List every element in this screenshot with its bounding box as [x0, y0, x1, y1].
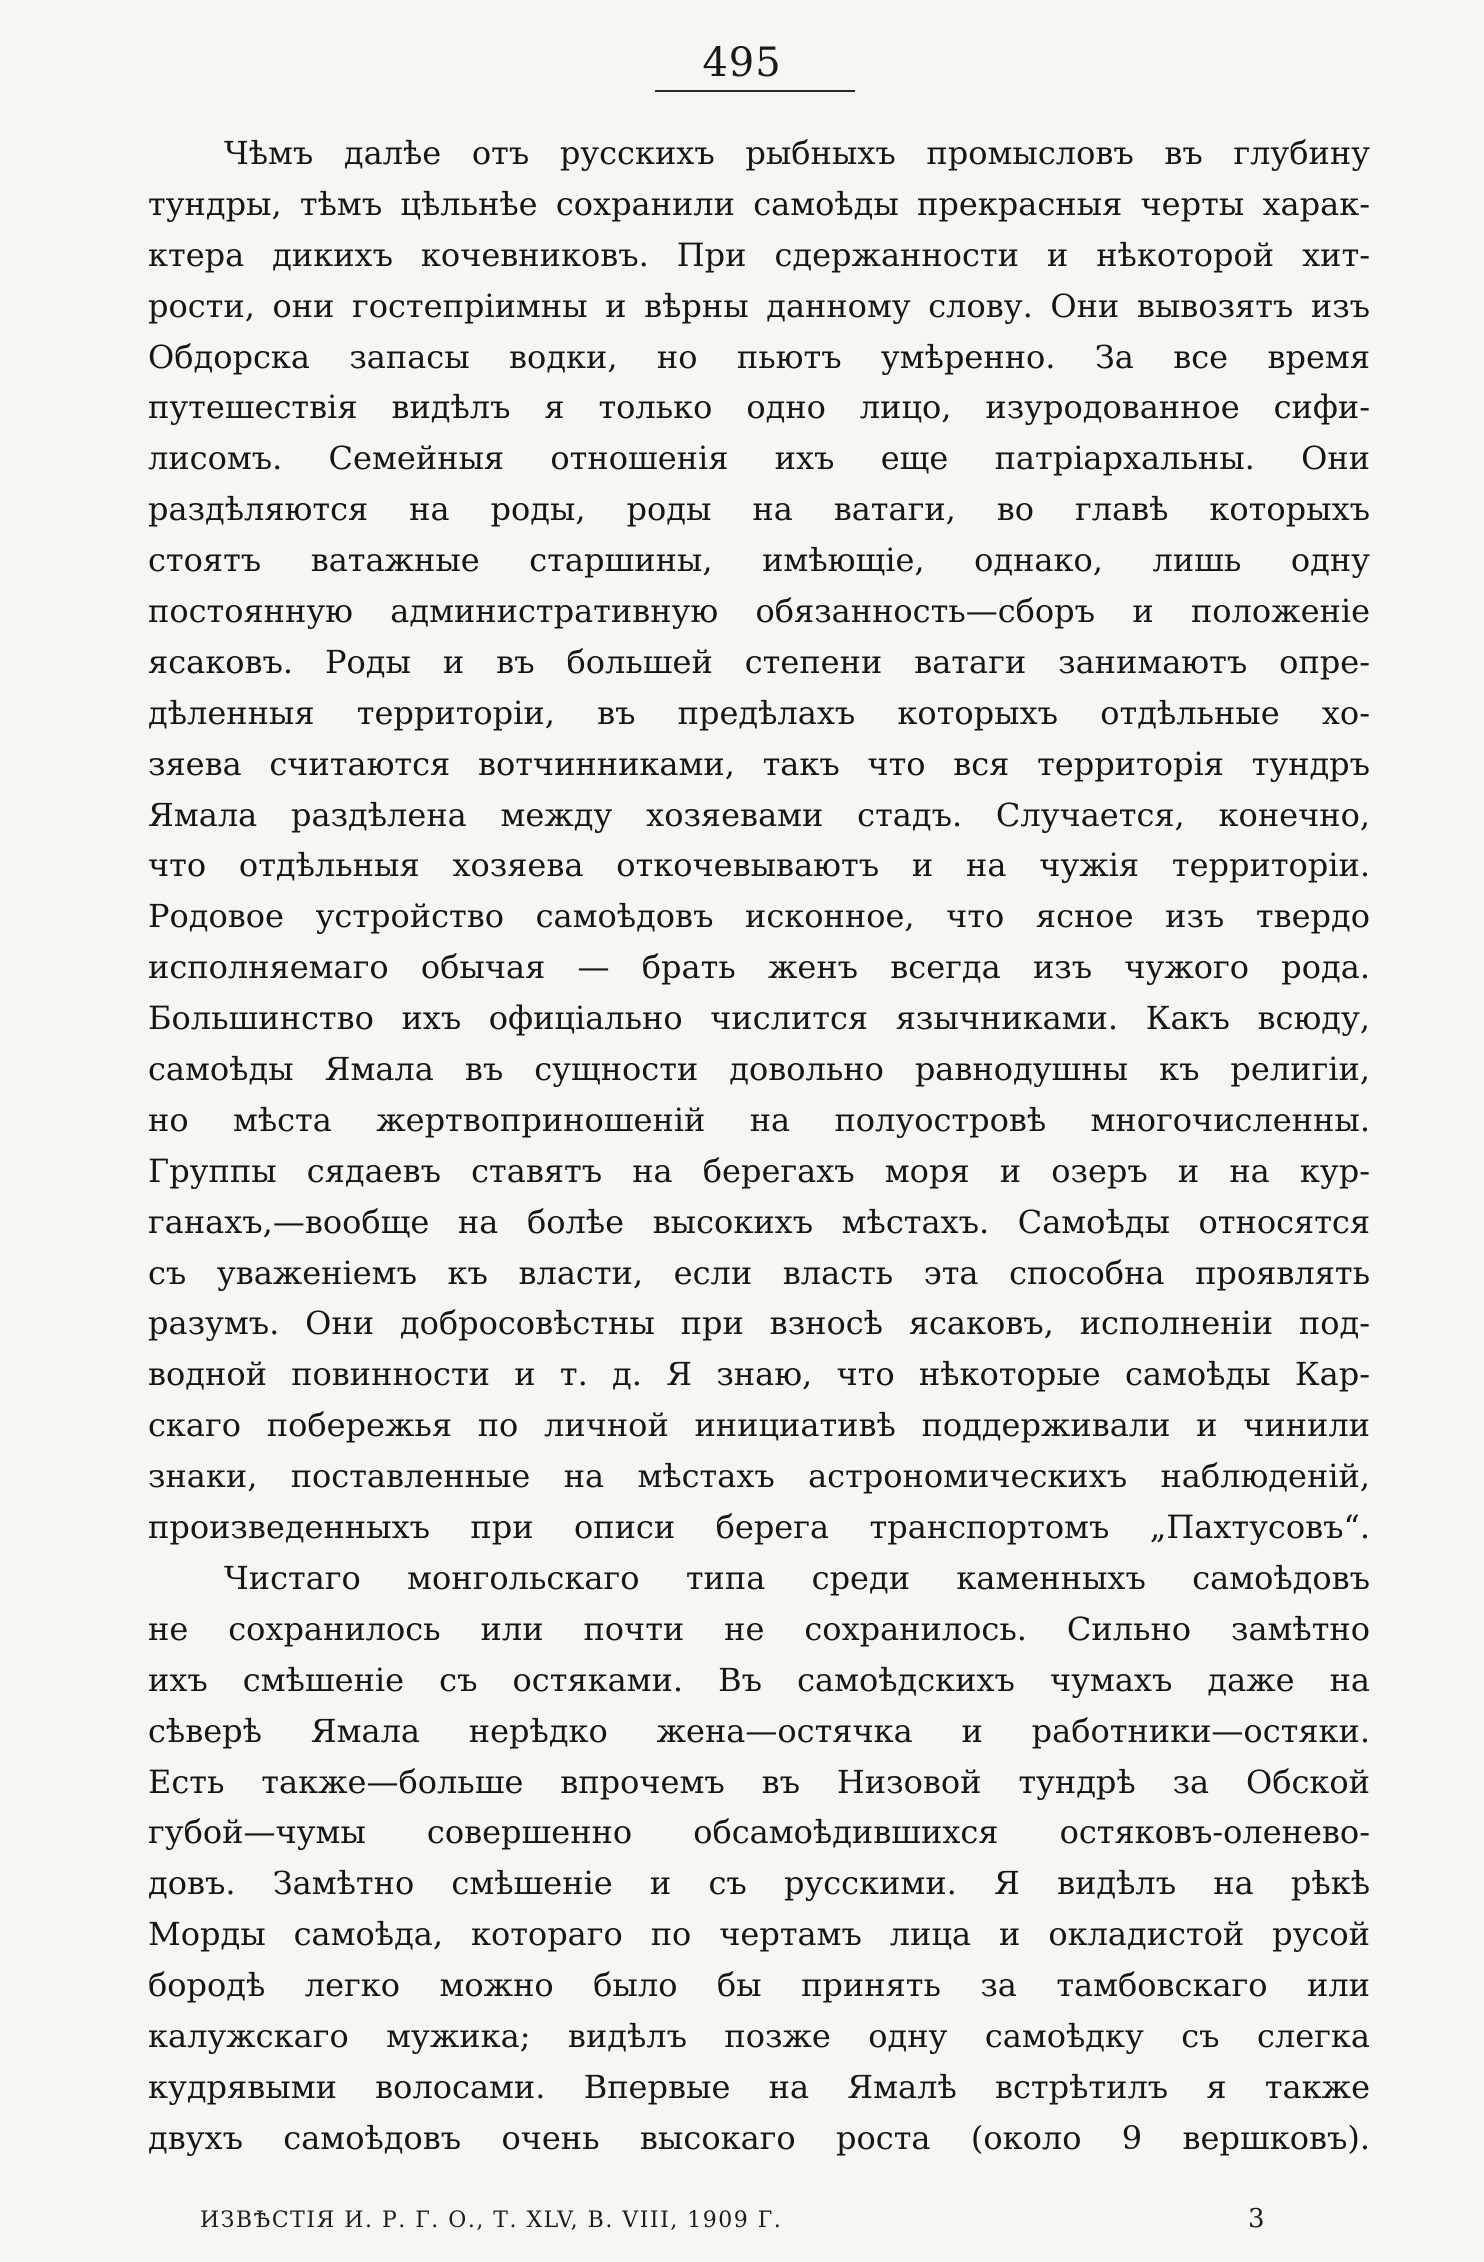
header-rule	[655, 90, 855, 92]
text-line: Есть также—больше впрочемъ въ Низовой тундрѣ за Обской	[148, 1762, 1370, 1801]
text-line: ктера дикихъ кочевниковъ. При сдержанности и нѣкоторой хит-	[148, 235, 1370, 274]
text-line: ганахъ,—вообще на болѣе высокихъ мѣстахъ. Самоѣды относятся	[148, 1202, 1370, 1241]
text-line: что отдѣльныя хозяева откочевываютъ и на чужія территоріи.	[148, 846, 1370, 885]
text-line: сѣверѣ Ямала нерѣдко жена—остячка и работники—остяки.	[148, 1711, 1370, 1750]
paragraph-2	[148, 1553, 1370, 2164]
text-line: съ уваженіемъ къ власти, если власть эта способна проявлять	[148, 1253, 1370, 1292]
body-text	[148, 128, 1370, 2164]
text-line: водной повинности и т. д. Я знаю, что нѣкоторые самоѣды Кар-	[148, 1355, 1370, 1394]
text-line: рости, они гостепріимны и вѣрны данному слову. Они вывозятъ изъ	[148, 286, 1370, 325]
text-line: не сохранилось или почти не сохранилось. Сильно замѣтно	[148, 1609, 1370, 1648]
page-number: 495	[702, 40, 782, 86]
text-line: Группы сядаевъ ставятъ на берегахъ моря и озеръ и на кур-	[148, 1151, 1370, 1190]
text-line: путешествія видѣлъ я только одно лицо, изуродованное сифи-	[148, 388, 1370, 427]
text-line: исполняемаго обычая — брать женъ всегда изъ чужого рода.	[148, 948, 1370, 987]
text-line: Морды самоѣда, котораго по чертамъ лица и окладистой русой	[148, 1915, 1370, 1954]
text-line: скаго побережья по личной инициативѣ поддерживали и чинили	[148, 1406, 1370, 1445]
text-line: разумъ. Они добросовѣстны при взносѣ ясаковъ, исполненіи под-	[148, 1304, 1370, 1343]
text-line: тундры, тѣмъ цѣльнѣе сохранили самоѣды прекрасныя черты харак-	[148, 184, 1370, 223]
text-line: губой—чумы совершенно обсамоѣдившихся остяковъ-оленево-	[148, 1813, 1370, 1852]
text-line: дѣленныя территоріи, въ предѣлахъ которыхъ отдѣльные хо-	[148, 693, 1370, 732]
text-line: произведенныхъ при описи берега транспортомъ „Пахтусовъ“.	[148, 1508, 1370, 1547]
text-line: зяева считаются вотчинниками, такъ что вся территорія тундръ	[148, 744, 1370, 783]
text-line: но мѣста жертвоприношеній на полуостровѣ многочисленны.	[148, 1100, 1370, 1139]
text-line: бородѣ легко можно было бы принять за тамбовскаго или	[148, 1966, 1370, 2005]
text-line: Большинство ихъ офиціально числится язычниками. Какъ всюду,	[148, 999, 1370, 1038]
text-line: лисомъ. Семейныя отношенія ихъ еще патріархальны. Они	[148, 439, 1370, 478]
text-line: знаки, поставленные на мѣстахъ астрономическихъ наблюденій,	[148, 1457, 1370, 1496]
text-line: двухъ самоѣдовъ очень высокаго роста (около 9 вершковъ).	[148, 2118, 1370, 2157]
footer-signature-number: 3	[1248, 2204, 1265, 2234]
text-line: стоятъ ватажные старшины, имѣющіе, однако, лишь одну	[148, 541, 1370, 580]
text-line: калужскаго мужика; видѣлъ позже одну самоѣдку съ слегка	[148, 2016, 1370, 2055]
text-line: Чѣмъ далѣе отъ русскихъ рыбныхъ промысловъ въ глубину	[224, 134, 1370, 172]
text-line: Родовое устройство самоѣдовъ исконное, что ясное изъ твердо	[148, 897, 1370, 936]
text-line: Ямала раздѣлена между хозяевами стадъ. Случается, конечно,	[148, 795, 1370, 834]
text-line: кудрявыми волосами. Впервые на Ямалѣ встрѣтилъ я также	[148, 2067, 1370, 2106]
text-line: Чистаго монгольскаго типа среди каменныхъ самоѣдовъ	[224, 1558, 1370, 1597]
text-line: самоѣды Ямала въ сущности довольно равнодушны къ религіи,	[148, 1050, 1370, 1089]
text-line: раздѣляются на роды, роды на ватаги, во главѣ которыхъ	[148, 490, 1370, 529]
paragraph-1	[148, 128, 1370, 1553]
footer-source: ИЗВѢСТІЯ И. Р. Г. О., Т. XLV, В. VIII, 1909 Г.	[200, 2208, 783, 2233]
text-line: довъ. Замѣтно смѣшеніе и съ русскими. Я видѣлъ на рѣкѣ	[148, 1864, 1370, 1903]
text-line: ясаковъ. Роды и въ большей степени ватаги занимаютъ опре-	[148, 642, 1370, 681]
text-line: постоянную административную обязанность—сборъ и положеніе	[148, 592, 1370, 631]
text-line: Обдорска запасы водки, но пьютъ умѣренно. За все время	[148, 337, 1370, 376]
text-line: ихъ смѣшеніе съ остяками. Въ самоѣдскихъ чумахъ даже на	[148, 1660, 1370, 1699]
